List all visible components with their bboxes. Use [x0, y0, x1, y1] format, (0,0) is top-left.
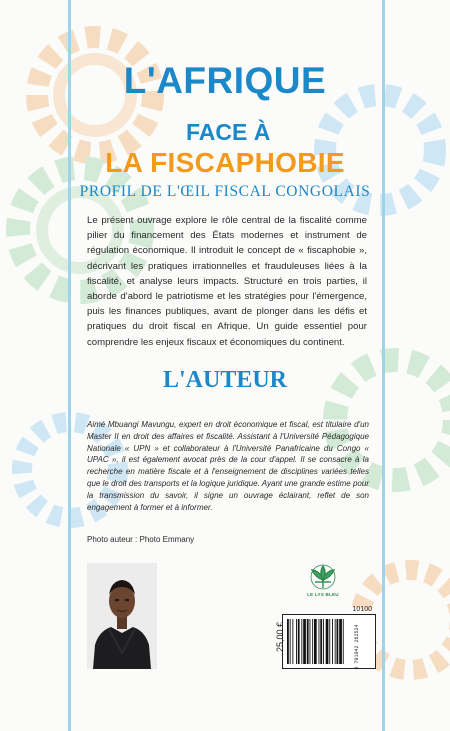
- reference-code: 10100: [352, 606, 372, 613]
- isbn-block: [352, 624, 362, 670]
- barcode-bar: [329, 619, 330, 664]
- author-heading: L'AUTEUR: [162, 367, 288, 393]
- title-line-1: L'AFRIQUE: [123, 60, 327, 101]
- barcode-bar: [310, 619, 311, 664]
- barcode-bar: [339, 619, 342, 664]
- photo-credit: Photo auteur : Photo Emmany: [87, 535, 195, 544]
- price: 25,00 €: [275, 621, 285, 653]
- barcode-bar: [298, 619, 300, 664]
- spine-edge-left: [68, 0, 71, 731]
- barcode-bar: [343, 619, 344, 664]
- barcode-bar: [320, 619, 322, 664]
- title-line-2: FACE À: [186, 119, 271, 145]
- barcode-bar: [303, 619, 306, 664]
- barcode-bar: [312, 619, 313, 664]
- author-photo: [87, 563, 157, 669]
- barcode-bar: [292, 619, 293, 664]
- barcode-bar: [301, 619, 302, 664]
- barcode-bar: [296, 619, 297, 664]
- subtitle: PROFIL DE L'ŒIL FISCAL CONGOLAIS: [79, 183, 371, 200]
- barcode-bar: [335, 619, 336, 664]
- barcode-bar: [326, 619, 329, 664]
- book-summary: Le présent ouvrage explore le rôle central de la fiscalité comme pilier du financement des États modernes et instrument de régulation économique. Il introduit le concept de « fiscaphobie », décrivant les pratiques irrationnelles et frauduleuses liées à la fiscalité, et analyse leurs impacts. Structuré en trois parties, il aborde d'abord le patriotisme et les stratégies pour l'émergence, puis les finances publiques, avant de plonger dans les défis et pratiques du droit fiscal en Afrique. Un guide essentiel pour comprendre les enjeux fiscaux et économiques du continent.: [87, 215, 367, 348]
- barcode-bar: [319, 619, 320, 664]
- publisher-name: LE LYS BLEU: [307, 592, 339, 597]
- lily-logo-icon: [301, 563, 345, 591]
- isbn-number: 9 791042 262524: [354, 624, 360, 670]
- publisher-logo: [301, 563, 345, 607]
- author-bio: Aimé Mbuangi Mavungu, expert en droit économique et fiscal, est titulaire d'un Master II en droit des affaires et fiscalité. Assistant à l'Université Pédagogique Nationale « UPN » et collaborateur à l'Université Panafricaine du Congo « UPAC », il est également avocat près de la cour d'appel. Il se consacre à la recherche en matière fiscale et à l'enseignement de disciplines variées telles que le droit des transports et la logique juridique. Ayant une grande estime pour la transmission du savoir, il signe un ouvrage éclairant, reflet de son engagement à former et à informer.: [87, 420, 369, 512]
- barcode-bar: [337, 619, 339, 664]
- title-line-3: LA FISCAPHOBIE: [105, 147, 345, 178]
- spine-edge-right: [382, 0, 385, 731]
- barcode-bar: [314, 619, 317, 664]
- portrait-icon: [87, 563, 157, 669]
- price-tag: [268, 621, 292, 653]
- barcode-bar: [323, 619, 324, 664]
- barcode-bar: [332, 619, 333, 664]
- barcode-bar: [307, 619, 309, 664]
